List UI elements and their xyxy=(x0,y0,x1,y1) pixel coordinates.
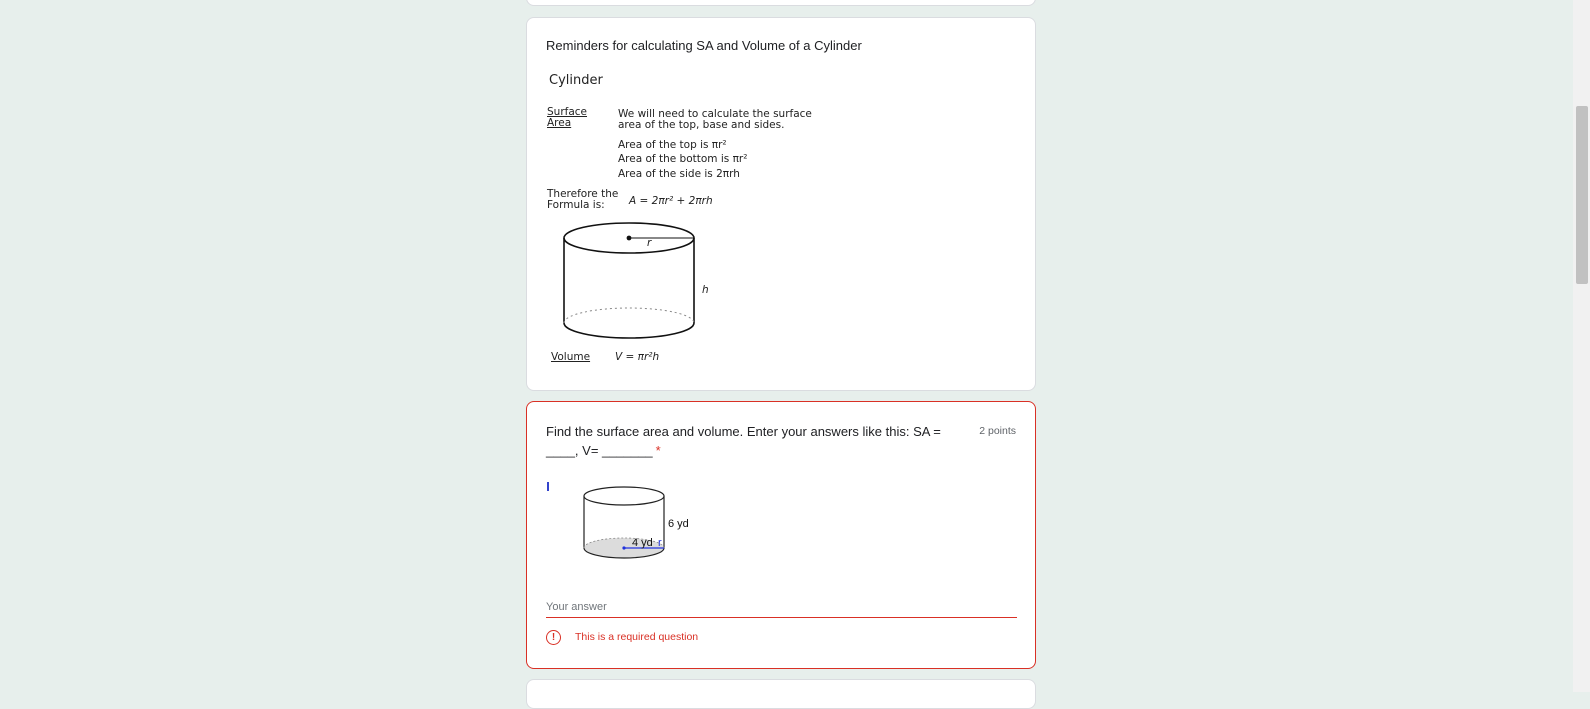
intro-line-1: We will need to calculate the surface xyxy=(618,108,812,120)
question-title-text: Find the surface area and volume. Enter your answers like this: SA = ____, V= _______ xyxy=(546,424,941,458)
required-asterisk: * xyxy=(655,443,661,458)
volume-label: Volume xyxy=(551,351,591,363)
scrollbar-thumb[interactable] xyxy=(1576,106,1588,284)
top-area-text: Area of the top is πr² xyxy=(618,139,727,151)
reminders-card xyxy=(526,17,1036,391)
sa-formula: A = 2πr² + 2πrh xyxy=(629,195,713,207)
next-card xyxy=(526,679,1036,709)
answer-input[interactable] xyxy=(546,597,1017,618)
therefore-line-1: Therefore the xyxy=(547,188,619,200)
question-height-label: 6 yd xyxy=(668,518,689,530)
cylinder-diagram xyxy=(563,222,703,350)
previous-card xyxy=(526,0,1036,6)
height-label: h xyxy=(702,284,709,296)
question-points: 2 points xyxy=(979,425,1016,437)
question-radius-marker: r xyxy=(658,537,662,549)
therefore-line-2: Formula is: xyxy=(547,199,605,211)
question-cylinder-image xyxy=(583,486,667,562)
error-message-row xyxy=(546,628,698,646)
error-icon: ! xyxy=(546,630,561,645)
bottom-area-text: Area of the bottom is πr² xyxy=(618,153,748,165)
surface-area-label-1: Surface xyxy=(547,106,588,118)
question-radius-label: 4 yd xyxy=(632,537,653,549)
intro-line-2: area of the top, base and sides. xyxy=(618,119,785,131)
text-cursor-mark xyxy=(547,482,549,491)
page-scrollbar[interactable] xyxy=(1573,0,1590,692)
question-title xyxy=(546,422,966,460)
question-card xyxy=(526,401,1036,669)
surface-area-label-2: Area xyxy=(547,117,572,129)
reminders-title: Reminders for calculating SA and Volume of a Cylinder xyxy=(546,38,862,53)
radius-label: r xyxy=(647,237,652,249)
figure-heading: Cylinder xyxy=(549,73,603,88)
side-area-text: Area of the side is 2πrh xyxy=(618,168,740,180)
error-message: This is a required question xyxy=(575,631,699,643)
volume-formula: V = πr²h xyxy=(615,351,660,363)
